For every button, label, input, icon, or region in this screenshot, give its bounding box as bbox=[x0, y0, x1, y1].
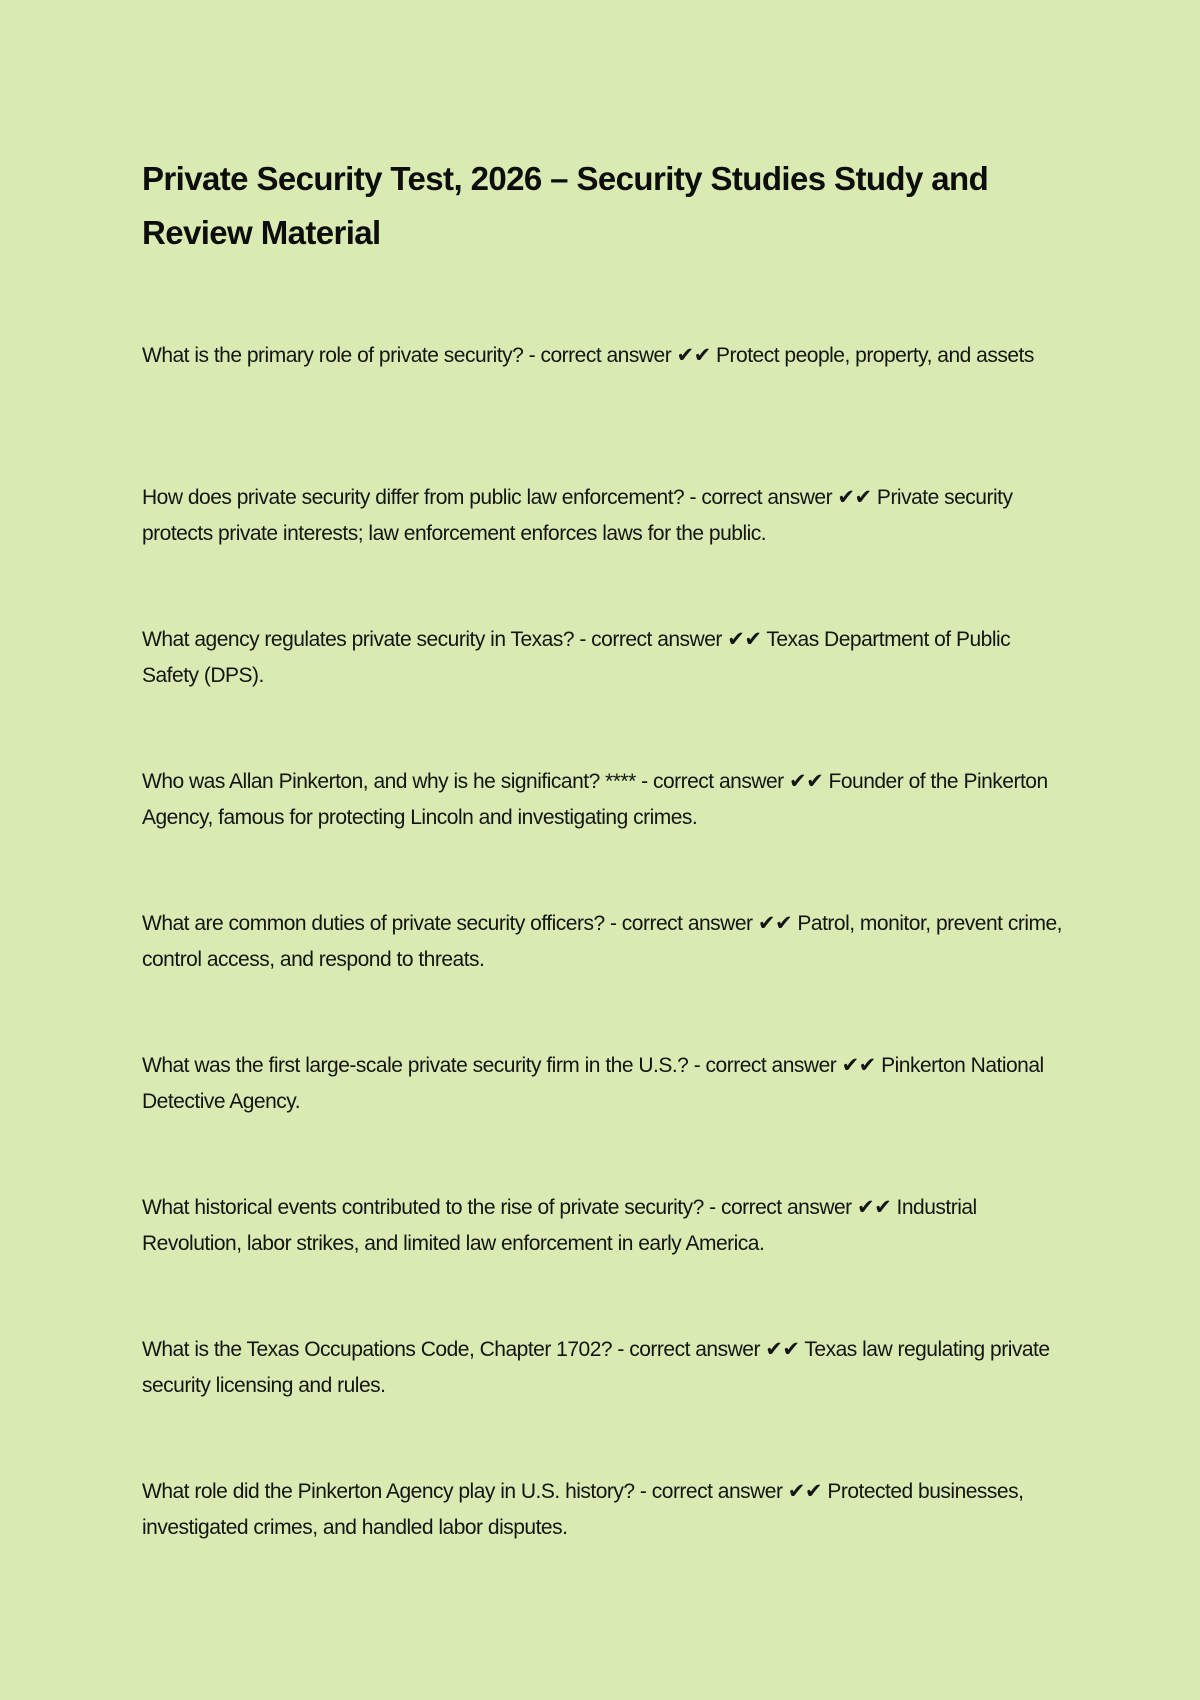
qa-item: What is the Texas Occupations Code, Chapter 1702? - correct answer ✔✔ Texas law regulating private security licensing and rules. bbox=[142, 1338, 1050, 1397]
qa-item: What agency regulates private security in Texas? - correct answer ✔✔ Texas Department of Public Safety (DPS). bbox=[142, 628, 1011, 687]
document-title: Private Security Test, 2026 – Security Studies Study and Review Material bbox=[142, 160, 989, 251]
qa-list bbox=[142, 338, 1080, 1616]
qa-item: What was the first large-scale private security firm in the U.S.? - correct answer ✔✔ Pinkerton National Detective Agency. bbox=[142, 1054, 1044, 1113]
qa-item: Who was Allan Pinkerton, and why is he significant? **** - correct answer ✔✔ Founder of the Pinkerton Agency, famous for protecting Lincoln and investigating crimes. bbox=[142, 770, 1048, 829]
qa-item: What are common duties of private security officers? - correct answer ✔✔ Patrol, monitor, prevent crime, control access, and respond to threats. bbox=[142, 912, 1062, 971]
qa-item: What historical events contributed to the rise of private security? - correct answer ✔✔ Industrial Revolution, labor strikes, and limited law enforcement in early America. bbox=[142, 1196, 977, 1255]
qa-item: What role did the Pinkerton Agency play in U.S. history? - correct answer ✔✔ Protected businesses, investigated crimes, and handled labor disputes. bbox=[142, 1480, 1024, 1539]
qa-item: How does private security differ from public law enforcement? - correct answer ✔✔ Private security protects private interests; law enforcement enforces laws for the public. bbox=[142, 486, 1013, 545]
qa-item: What is the primary role of private security? - correct answer ✔✔ Protect people, property, and assets bbox=[142, 344, 1034, 367]
